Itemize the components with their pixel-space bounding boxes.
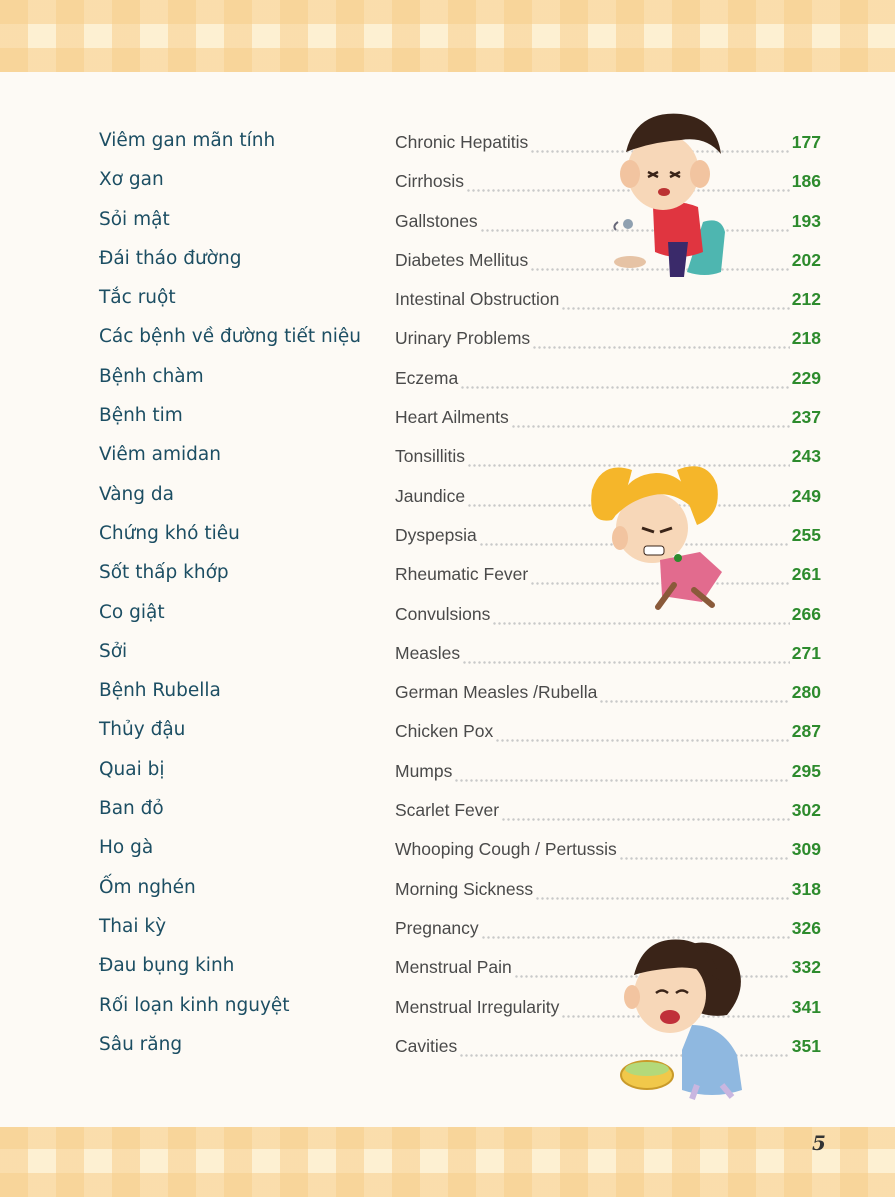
english-title: Menstrual Irregularity bbox=[395, 996, 560, 1017]
dot-leader bbox=[532, 335, 790, 349]
toc-entry[interactable] bbox=[0, 554, 895, 593]
toc-entry[interactable] bbox=[0, 790, 895, 829]
vietnamese-title: Quai bị bbox=[99, 758, 165, 780]
vietnamese-title: Chứng khó tiêu bbox=[99, 522, 240, 544]
entry-page-number: 177 bbox=[791, 132, 821, 152]
toc-entry[interactable] bbox=[0, 476, 895, 515]
entry-page-number: 332 bbox=[791, 957, 821, 978]
english-title: Measles bbox=[395, 642, 461, 663]
toc-entry[interactable] bbox=[0, 515, 895, 554]
girl-with-pigtails-illustration bbox=[582, 460, 737, 612]
english-title: Cirrhosis bbox=[395, 171, 465, 192]
vietnamese-title: Ốm nghén bbox=[99, 876, 196, 898]
english-title-line bbox=[395, 761, 821, 782]
english-title: Scarlet Fever bbox=[395, 800, 500, 821]
toc-entry[interactable] bbox=[0, 161, 895, 200]
vietnamese-title: Sốt thấp khớp bbox=[99, 562, 229, 584]
english-title: Intestinal Obstruction bbox=[395, 289, 560, 310]
vietnamese-title: Đau bụng kinh bbox=[99, 955, 235, 977]
dot-leader bbox=[599, 689, 789, 703]
toc-entry[interactable] bbox=[0, 397, 895, 436]
entry-page-number: 255 bbox=[791, 524, 821, 545]
vietnamese-title: Ban đỏ bbox=[99, 798, 164, 820]
english-title: Morning Sickness bbox=[395, 878, 534, 899]
dot-leader bbox=[495, 728, 790, 742]
toc-entry[interactable] bbox=[0, 751, 895, 790]
english-title-line bbox=[395, 368, 821, 389]
english-title: Mumps bbox=[395, 760, 453, 781]
english-title: Tonsillitis bbox=[395, 446, 466, 467]
boy-on-potty-illustration bbox=[608, 112, 734, 282]
english-title: German Measles /Rubella bbox=[395, 682, 598, 703]
entry-page-number: 295 bbox=[791, 760, 821, 781]
vietnamese-title: Bệnh Rubella bbox=[99, 680, 221, 702]
english-title: Pregnancy bbox=[395, 917, 479, 938]
entry-page-number: 309 bbox=[791, 839, 821, 860]
vietnamese-title: Tắc ruột bbox=[99, 287, 176, 309]
english-title: Gallstones bbox=[395, 210, 478, 231]
english-title: Dyspepsia bbox=[395, 524, 477, 545]
bottom-gingham-band bbox=[0, 1127, 895, 1197]
entry-page-number: 212 bbox=[791, 289, 821, 310]
english-title-line bbox=[395, 643, 821, 664]
toc-entry[interactable] bbox=[0, 711, 895, 750]
toc-entry[interactable] bbox=[0, 240, 895, 279]
english-title: Heart Ailments bbox=[395, 407, 509, 428]
english-title-line bbox=[395, 721, 821, 742]
entry-page-number: 202 bbox=[791, 249, 821, 270]
english-title-line bbox=[395, 289, 821, 310]
english-title-line bbox=[395, 682, 821, 703]
entry-page-number: 218 bbox=[791, 328, 821, 349]
entry-page-number: 318 bbox=[791, 878, 821, 899]
entry-page-number: 280 bbox=[791, 682, 821, 703]
vietnamese-title: Xơ gan bbox=[99, 169, 164, 191]
top-gingham-band bbox=[0, 0, 895, 72]
entry-page-number: 237 bbox=[791, 407, 821, 428]
english-title: Chronic Hepatitis bbox=[395, 132, 529, 152]
english-title-line bbox=[395, 328, 821, 349]
entry-page-number: 249 bbox=[791, 485, 821, 506]
entry-page-number: 351 bbox=[791, 1035, 821, 1056]
toc-entry[interactable] bbox=[0, 594, 895, 633]
woman-with-bowl-illustration bbox=[612, 935, 762, 1100]
vietnamese-title: Rối loạn kinh nguyệt bbox=[99, 994, 290, 1016]
dot-leader bbox=[501, 807, 790, 821]
entry-page-number: 287 bbox=[791, 721, 821, 742]
english-title: Convulsions bbox=[395, 603, 491, 624]
vietnamese-title: Sởi bbox=[99, 640, 128, 662]
english-title: Rheumatic Fever bbox=[395, 564, 529, 585]
toc-entry[interactable] bbox=[0, 436, 895, 475]
toc-entry[interactable] bbox=[0, 869, 895, 908]
vietnamese-title: Các bệnh về đường tiết niệu bbox=[99, 326, 361, 348]
english-title-line bbox=[395, 839, 821, 860]
dot-leader bbox=[511, 414, 790, 428]
vietnamese-title: Viêm amidan bbox=[99, 444, 221, 466]
entry-page-number: 229 bbox=[791, 367, 821, 388]
toc-entry[interactable] bbox=[0, 633, 895, 672]
toc-entry[interactable] bbox=[0, 279, 895, 318]
english-title-line bbox=[395, 800, 821, 821]
english-title: Chicken Pox bbox=[395, 721, 494, 742]
vietnamese-title: Vàng da bbox=[99, 483, 174, 505]
entry-page-number: 243 bbox=[791, 446, 821, 467]
entry-page-number: 186 bbox=[791, 171, 821, 192]
toc-entry[interactable] bbox=[0, 318, 895, 357]
entry-page-number: 261 bbox=[791, 564, 821, 585]
toc-entry[interactable] bbox=[0, 358, 895, 397]
toc-entry[interactable] bbox=[0, 122, 895, 161]
vietnamese-title: Ho gà bbox=[99, 837, 154, 859]
english-title: Whooping Cough / Pertussis bbox=[395, 839, 617, 860]
vietnamese-title: Bệnh chàm bbox=[99, 365, 204, 387]
dot-leader bbox=[561, 296, 789, 310]
vietnamese-title: Sỏi mật bbox=[99, 208, 170, 230]
dot-leader bbox=[535, 886, 790, 900]
dot-leader bbox=[462, 650, 790, 664]
toc-entry[interactable] bbox=[0, 829, 895, 868]
page-number: 5 bbox=[812, 1131, 826, 1155]
table-of-contents bbox=[0, 122, 895, 1065]
vietnamese-title: Thủy đậu bbox=[99, 719, 186, 741]
entry-page-number: 326 bbox=[791, 917, 821, 938]
entry-page-number: 302 bbox=[791, 800, 821, 821]
vietnamese-title: Thai kỳ bbox=[99, 915, 167, 937]
entry-page-number: 266 bbox=[791, 603, 821, 624]
english-title: Jaundice bbox=[395, 485, 466, 506]
vietnamese-title: Bệnh tim bbox=[99, 405, 183, 427]
toc-entry[interactable] bbox=[0, 672, 895, 711]
dot-leader bbox=[454, 768, 789, 782]
dot-leader bbox=[492, 611, 789, 625]
vietnamese-title: Đái tháo đường bbox=[99, 247, 242, 269]
toc-entry[interactable] bbox=[0, 201, 895, 240]
english-title-line bbox=[395, 879, 821, 900]
english-title: Cavities bbox=[395, 1035, 458, 1056]
entry-page-number: 193 bbox=[791, 210, 821, 231]
vietnamese-title: Sâu răng bbox=[99, 1033, 183, 1055]
vietnamese-title: Co giật bbox=[99, 601, 165, 623]
entry-page-number: 271 bbox=[791, 642, 821, 663]
dot-leader bbox=[460, 375, 790, 389]
english-title-line bbox=[395, 407, 821, 428]
vietnamese-title: Viêm gan mãn tính bbox=[99, 130, 276, 151]
english-title: Eczema bbox=[395, 367, 459, 388]
english-title: Menstrual Pain bbox=[395, 957, 512, 978]
dot-leader bbox=[619, 846, 790, 860]
english-title: Diabetes Mellitus bbox=[395, 249, 529, 270]
english-title: Urinary Problems bbox=[395, 328, 531, 349]
entry-page-number: 341 bbox=[791, 996, 821, 1017]
